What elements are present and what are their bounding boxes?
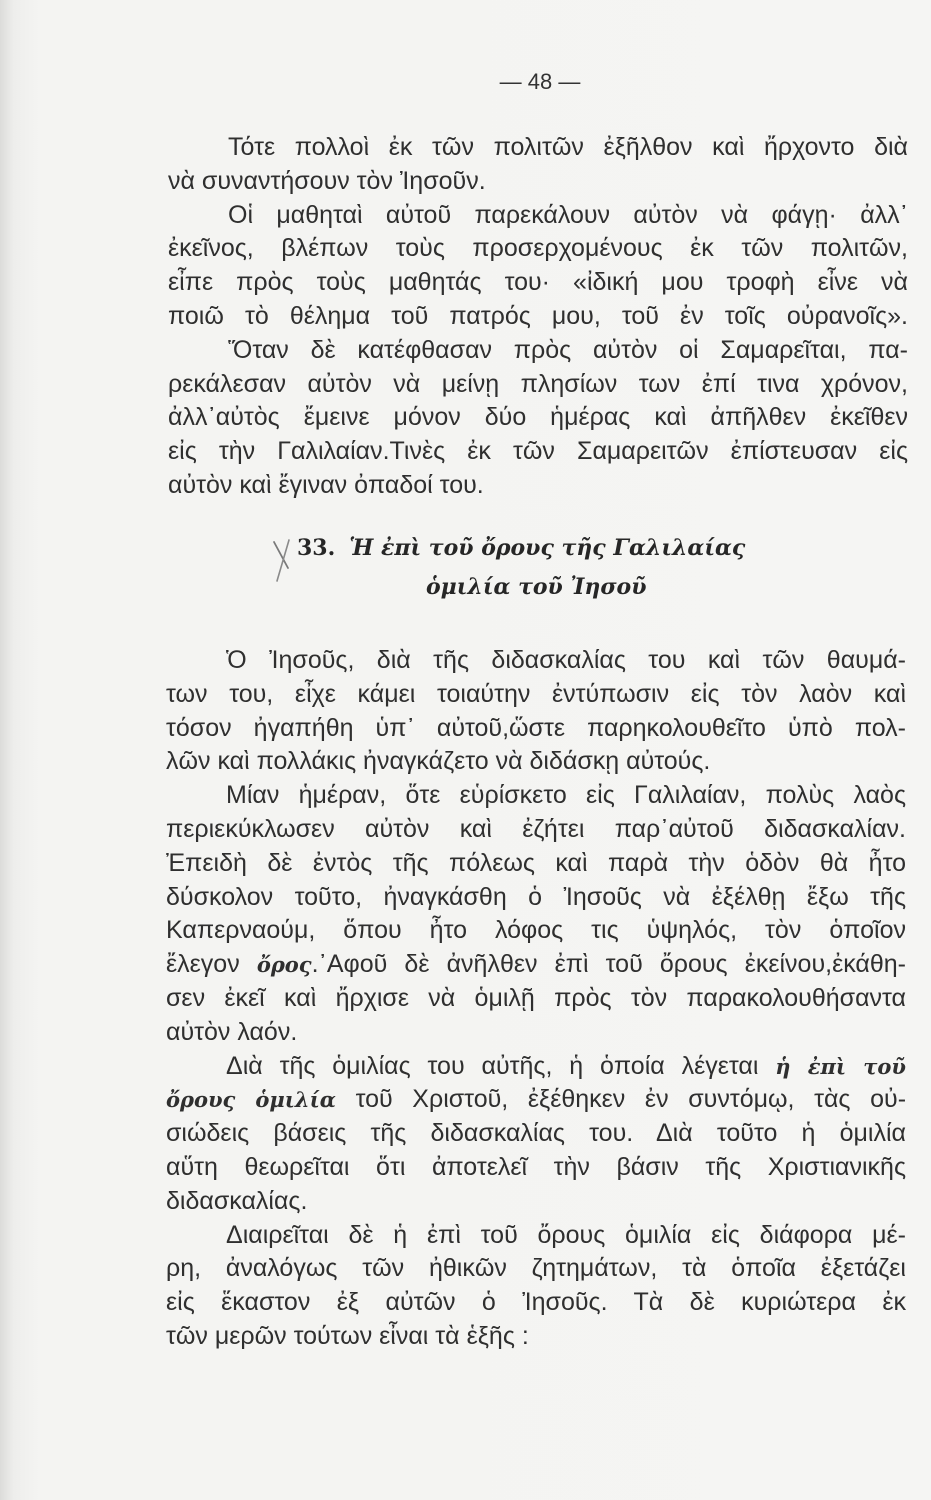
- text-line: [166, 1050, 906, 1084]
- text-line: Καπερναούμ, ὅπου ἦτο λόφος τις ὑψηλός, τὸν ὁποῖον: [166, 916, 906, 945]
- text-line: των του, εἶχε κάμει τοιαύτην ἐντύπωσιν εἰς τὸν λαὸν καὶ: [166, 679, 906, 708]
- text-segment: ἔλεγον: [166, 950, 257, 979]
- text-line: εἶπε πρὸς τοὺς μαθητάς του· «ἰδική μου τροφὴ εἶνε νὰ: [168, 268, 908, 297]
- section-title-line1: Ἡ ἐπὶ τοῦ ὄρους τῆς Γαλιλαίας: [349, 535, 746, 561]
- section-title-line2: ὁμιλία τοῦ Ἰησοῦ: [426, 574, 647, 600]
- emphasized-term: ὄρους ὁμιλία: [166, 1087, 336, 1113]
- text-line: νὰ συναντήσουν τὸν Ἰησοῦν.: [168, 166, 486, 195]
- emphasized-term: ὄρος: [256, 952, 312, 978]
- text-line: ποιῶ τὸ θέλημα τοῦ πατρός μου, τοῦ ἐν τοῖς οὐρανοῖς».: [168, 301, 908, 330]
- text-line: Διαιρεῖται δὲ ἡ ἐπὶ τοῦ ὄρους ὁμιλία εἰς διάφορα μέ-: [226, 1220, 906, 1249]
- section-heading: [297, 533, 745, 563]
- text-line: Ὅταν δὲ κατέφθασαν πρὸς αὐτὸν οἱ Σαμαρεῖται, πα-: [228, 335, 908, 364]
- text-line: Μίαν ἡμέραν, ὅτε εὑρίσκετο εἰς Γαλιλαίαν, πολὺς λαὸς: [226, 781, 906, 810]
- pencil-x-mark: [265, 532, 300, 587]
- text-line: αὐτὸν λαόν.: [166, 1017, 298, 1046]
- text-block-top: [168, 131, 908, 503]
- text-block-section: [166, 644, 906, 1354]
- text-line: Τότε πολλοὶ ἐκ τῶν πολιτῶν ἐξῆλθον καὶ ἤρχοντο διὰ: [228, 133, 908, 161]
- text-line: δύσκολον τοῦτο, ἠναγκάσθη ὁ Ἰησοῦς νὰ ἐξέλθῃ ἔξω τῆς: [166, 882, 906, 911]
- text-line: εἰς τὴν Γαλιλαίαν.Τινὲς ἐκ τῶν Σαμαρειτῶν ἐπίστευσαν εἰς: [168, 437, 908, 466]
- text-line: ρεκάλεσαν αὐτὸν νὰ μείνῃ πλησίων των ἐπί τινα χρόνον,: [168, 369, 908, 398]
- text-line: διδασκαλίας.: [166, 1186, 308, 1215]
- text-segment: .᾽Αφοῦ δὲ ἀνῆλθεν ἐπὶ τοῦ ὄρους ἐκείνου,ἐκάθη-: [311, 950, 906, 979]
- text-line: [166, 1083, 906, 1117]
- text-line: τῶν μερῶν τούτων εἶναι τὰ ἑξῆς :: [166, 1321, 529, 1350]
- text-line: Ὁ Ἰησοῦς, διὰ τῆς διδασκαλίας του καὶ τῶν θαυμά-: [226, 646, 906, 674]
- text-line: σιώδεις βάσεις τῆς διδασκαλίας του. Διὰ τοῦτο ἡ ὁμιλία: [166, 1119, 906, 1148]
- emphasized-term: ἡ ἐπὶ τοῦ: [775, 1053, 906, 1079]
- text-line: τόσον ἠγαπήθη ὑπ᾽ αὐτοῦ,ὥστε παρηκολουθεῖτο ὑπὸ πολ-: [166, 713, 906, 742]
- text-line: σεν ἐκεῖ καὶ ἤρχισε νὰ ὁμιλῇ πρὸς τὸν παρακολουθήσαντα: [166, 983, 906, 1012]
- text-segment: Διὰ τῆς ὁμιλίας του αὐτῆς, ἡ ὁποία λέγεται: [226, 1051, 776, 1080]
- text-line: ἀλλ᾽αὐτὸς ἔμεινε μόνον δύο ἡμέρας καὶ ἀπῆλθεν ἐκεῖθεν: [168, 403, 908, 432]
- text-line: αὐτὸν καὶ ἔγιναν ὀπαδοί του.: [168, 470, 484, 499]
- text-line: ρη, ἀναλόγως τῶν ἠθικῶν ζητημάτων, τὰ ὁποῖα ἐξετάζει: [166, 1254, 906, 1283]
- text-line: Οἱ μαθηταὶ αὐτοῦ παρεκάλουν αὐτὸν νὰ φάγῃ· ἀλλ᾽: [228, 200, 908, 229]
- text-line: αὕτη θεωρεῖται ὅτι ἀποτελεῖ τὴν βάσιν τῆς Χριστιανικῆς: [166, 1152, 906, 1181]
- text-line: εἰς ἕκαστον ἐξ αὐτῶν ὁ Ἰησοῦς. Τὰ δὲ κυριώτερα ἐκ: [166, 1288, 906, 1317]
- text-line: περιεκύκλωσεν αὐτὸν καὶ ἐζήτει παρ᾽αὐτοῦ διδασκαλίαν.: [166, 814, 906, 843]
- text-line: ἐκεῖνος, βλέπων τοὺς προσερχομένους ἐκ τῶν πολιτῶν,: [168, 234, 908, 263]
- text-line: [166, 948, 906, 982]
- page-number: — 48 —: [499, 69, 581, 94]
- text-segment: τοῦ Χριστοῦ, ἐξέθηκεν ἐν συντόμῳ, τὰς οὐ-: [335, 1085, 906, 1114]
- text-line: λῶν καὶ πολλάκις ἠναγκάζετο νὰ διδάσκῃ αὐτούς.: [166, 747, 711, 776]
- section-number: 33.: [297, 535, 336, 561]
- text-line: Ἐπειδὴ δὲ ἐντὸς τῆς πόλεως καὶ παρὰ τὴν ὁδὸν θὰ ἦτο: [166, 848, 906, 877]
